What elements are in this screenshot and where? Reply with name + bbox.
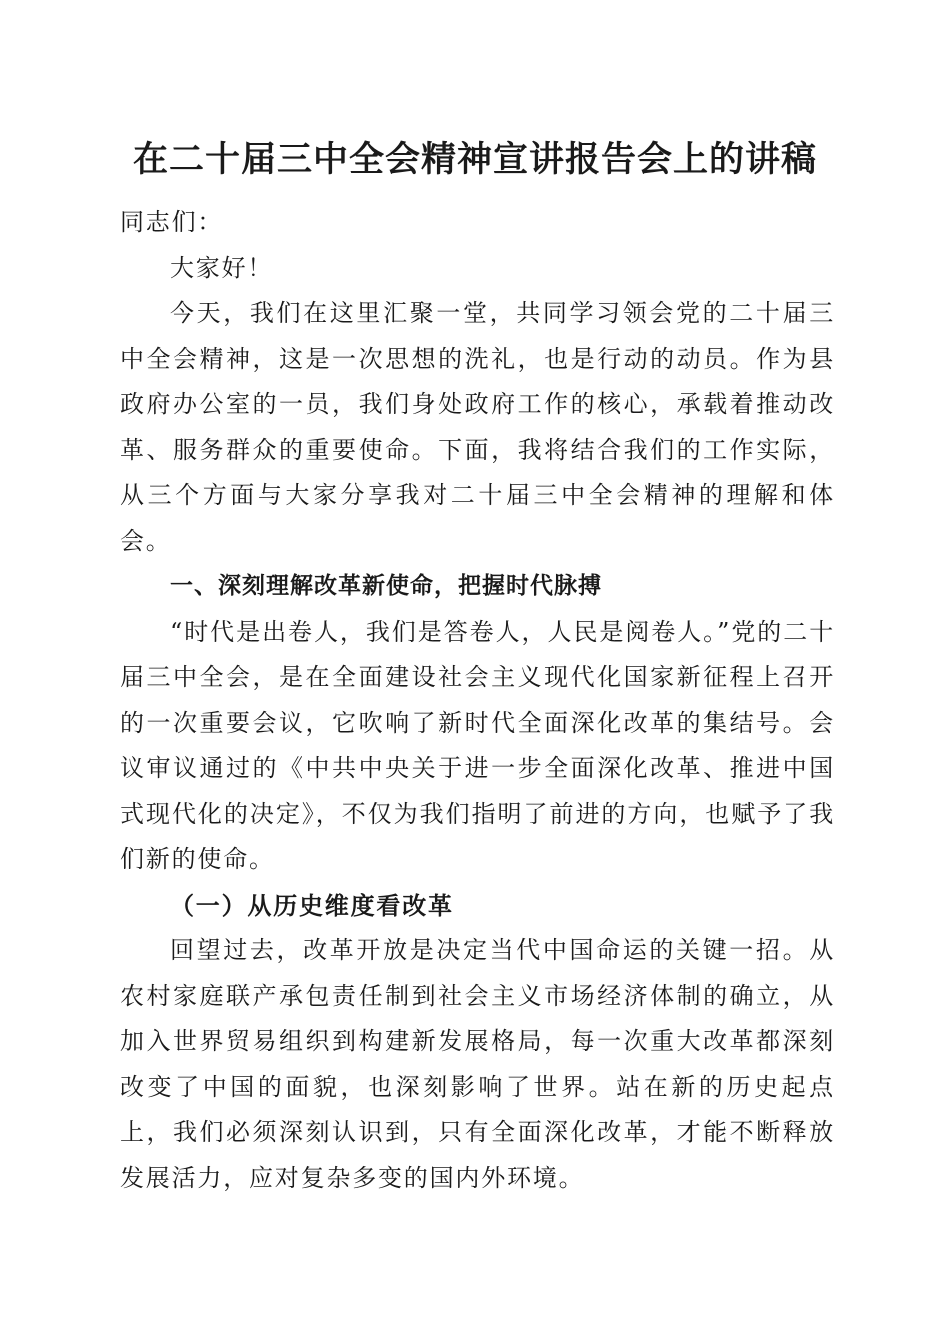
- greeting: 大家好！: [170, 253, 274, 282]
- subsection-1-heading: （一）从历史维度看改革: [170, 890, 454, 920]
- section-1-paragraph: “时代是出卷人，我们是答卷人，人民是阅卷人。”党的二十届三中全会，是在全面建设社会主义现代化国家新征程上召开的一次重要会议，它吹响了新时代全面深化改革的集结号。会议审议通过的《中共中央关于进一步全面深化改革、推进中国式现代化的决定》，不仅为我们指明了前进的方向，也赋予了我们新的使命。: [120, 617, 835, 873]
- document-title: 在二十届三中全会精神宣讲报告会上的讲稿: [132, 139, 817, 180]
- subsection-1-paragraph: 回望过去，改革开放是决定当代中国命运的关键一招。从农村家庭联产承包责任制到社会主义市场经济体制的确立，从加入世界贸易组织到构建新发展格局，每一次重大改革都深刻改变了中国的面貌，也深刻影响了世界。站在新的历史起点上，我们必须深刻认识到，只有全面深化改革，才能不断释放发展活力，应对复杂多变的国内外环境。: [120, 936, 835, 1192]
- document-body: [120, 200, 835, 1201]
- intro-paragraph: 今天，我们在这里汇聚一堂，共同学习领会党的二十届三中全会精神，这是一次思想的洗礼，也是行动的动员。作为县政府办公室的一员，我们身处政府工作的核心，承载着推动改革、服务群众的重要使命。下面，我将结合我们的工作实际，从三个方面与大家分享我对二十届三中全会精神的理解和体会。: [120, 299, 835, 555]
- salutation: 同志们：: [120, 208, 224, 236]
- section-1-heading: 一、深刻理解改革新使命，把握时代脉搏: [170, 573, 602, 599]
